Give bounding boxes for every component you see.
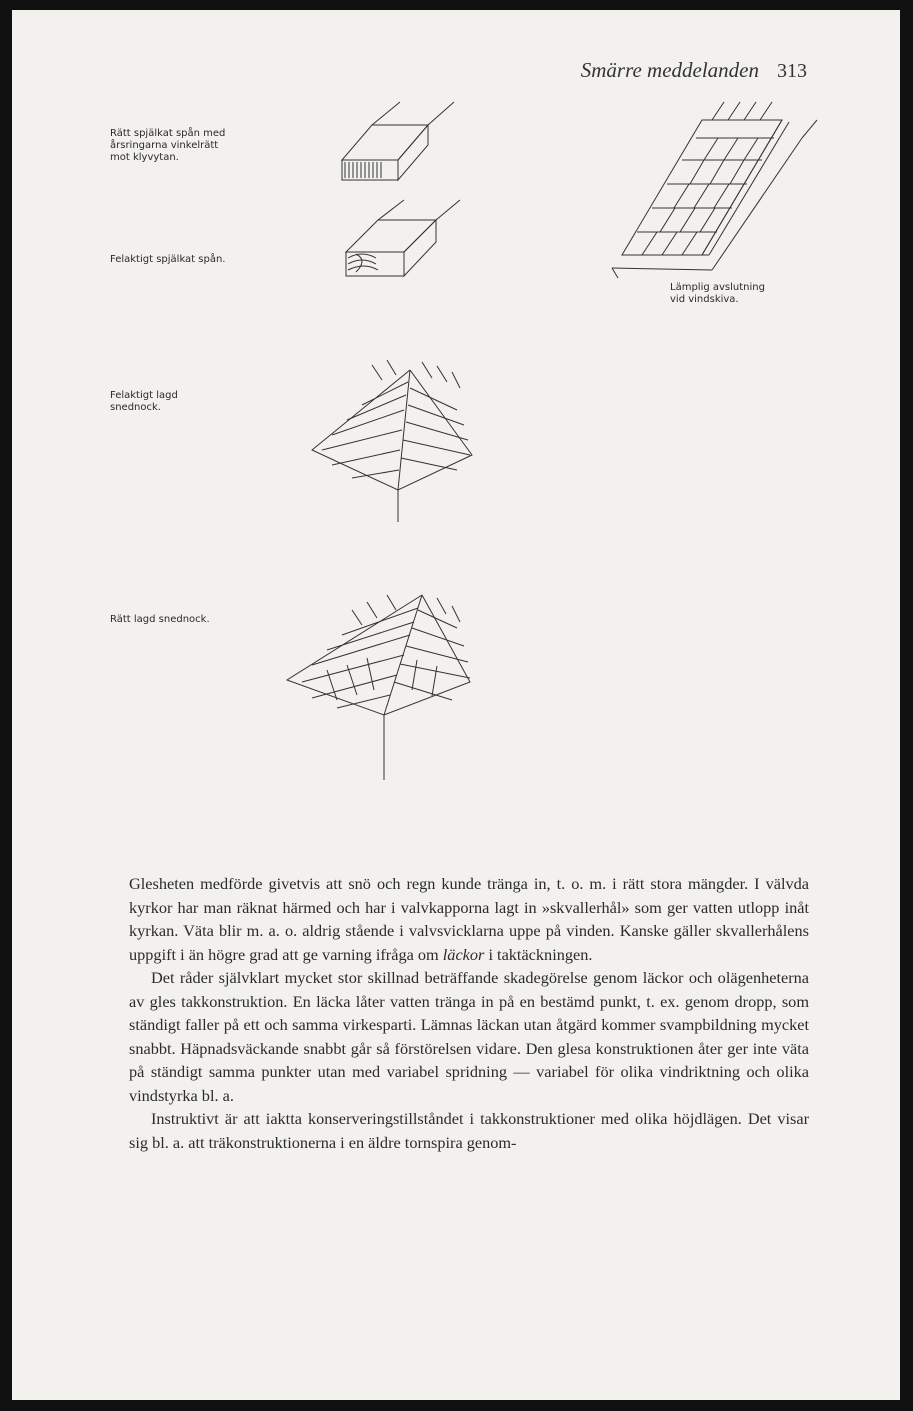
italic-word-lackor: läckor [442, 944, 485, 964]
barge-board-drawing [612, 102, 817, 278]
caption-incorrect-split-shingle: Felaktigt spjälkat spån. [110, 254, 226, 265]
paragraph-3: Instruktivt är att iaktta konserveringstillståndet i takkonstruktioner med olika höjdlägen. Det visar sig bl. a. att träkonstruktionerna i en äldre tornspira genom- [129, 1109, 809, 1152]
caption-barge-board-finish: Lämplig avslutning vid vindskiva. [670, 282, 765, 305]
correct-shingle-drawing [342, 102, 454, 180]
paragraph-1-end: i taktäckningen. [488, 944, 593, 964]
caption-incorrect-ridge: Felaktigt lagd snednock. [110, 390, 178, 413]
incorrect-shingle-drawing [346, 200, 460, 276]
caption-correct-split-shingle: Rätt spjälkat spån med årsringarna vinkelrätt mot klyvytan. [110, 128, 226, 163]
illustrations [12, 10, 900, 830]
paragraph-2: Det råder självklart mycket stor skillnad beträffande skadegörelse genom läckor och olägenheterna av gles takkonstruktion. En läcka låter vatten tränga in på en bestämd punkt, t. ex. genom dropp, som ständigt faller på ett och samma virkesparti. Lämnas läckan utan åtgärd kommer svampbildning mycket snabbt. Häpnadsväckande snabbt går så förstörelsen vidare. Den glesa konstruktionen åter ger inte väta på ständigt samma punkter utan med variabel spridning — variabel för olika vindriktning och olika vindstyrka bl. a. [129, 968, 809, 1105]
paragraph-1-start: Glesheten medförde givetvis att snö och regn kunde tränga in, t. o. m. i rätt stora mängder. I välvda kyrkor har man räknat härmed och har i valvkapporna lagt in »skvallerhål» som ger vatten utlopp inåt kyrkan. Väta blir m. a. o. aldrig stående i valvsvicklarna uppe på vinden. Kanske gäller skvallerhålens uppgift i än högre grad att ge varning ifråga om [129, 874, 809, 964]
running-title: Smärre meddelanden [580, 58, 759, 82]
paragraph-1 [129, 872, 809, 966]
caption-correct-ridge: Rätt lagd snednock. [110, 614, 210, 625]
book-page [12, 10, 900, 1400]
incorrect-ridge-drawing [312, 360, 472, 522]
body-text [129, 872, 809, 1154]
page-number: 313 [777, 60, 807, 82]
correct-ridge-drawing [287, 595, 470, 780]
